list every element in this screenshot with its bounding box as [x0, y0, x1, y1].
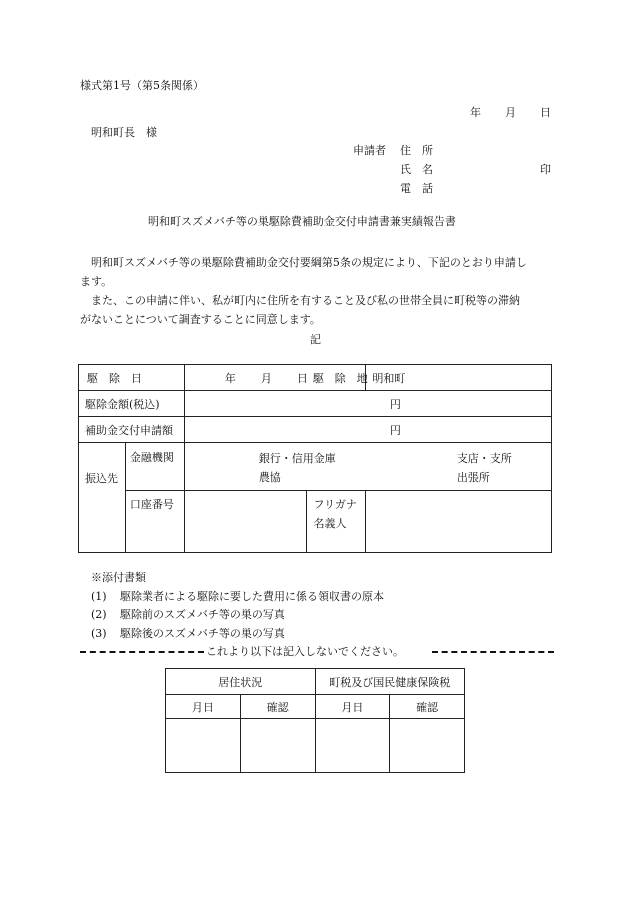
removal-date-field[interactable] [184, 365, 366, 391]
attachment-text-2: 駆除前のスズメバチ等の巣の写真 [120, 608, 285, 621]
residence-label: 居住状況 [218, 675, 263, 689]
date-header-1 [166, 695, 241, 719]
date-label-1: 月日 [191, 700, 214, 714]
body-line-2: ます。 [80, 275, 113, 288]
document-title: 明和町スズメバチ等の巣駆除費補助金交付申請書兼実績報告書 [148, 215, 456, 228]
tax-confirm-field[interactable] [390, 719, 465, 773]
date-day: 日 [540, 106, 551, 119]
ki-mark: 記 [310, 333, 321, 346]
address-label: 住 所 [400, 144, 433, 157]
body-line-1: 明和町スズメバチ等の巣駆除費補助金交付要綱第5条の規定により、下記のとおり申請し [80, 256, 527, 269]
applicant-label: 申請者 [353, 144, 386, 157]
account-number-field[interactable] [184, 491, 307, 553]
removal-month-label: 月 [260, 372, 272, 385]
account-label: 口座番号 [129, 498, 174, 511]
office-use-table [165, 668, 465, 773]
holder-name-field[interactable] [366, 491, 552, 553]
town-name: 明和町 [372, 372, 406, 385]
tax-label: 町税及び国民健康保険税 [329, 675, 451, 689]
holder-label: 名義人 [313, 517, 347, 530]
confirm-header-2 [390, 695, 465, 719]
removal-date-label-cell [79, 365, 185, 391]
confirm-header-1 [240, 695, 315, 719]
residence-confirm-field[interactable] [240, 719, 315, 773]
removal-day-label: 日 [296, 372, 308, 385]
furigana-label: フリガナ [313, 498, 357, 511]
application-table [78, 364, 552, 553]
subsidy-label-cell [79, 417, 185, 443]
attachments-heading: ※添付書類 [91, 571, 146, 584]
attachment-text-1: 駆除業者による駆除に要した費用に係る領収書の原本 [120, 590, 384, 603]
attachment-num-3: (3) [91, 627, 107, 640]
date-label-2: 月日 [341, 700, 364, 714]
removal-year-label: 年 [224, 372, 236, 385]
bank-field[interactable] [184, 443, 551, 491]
date-month: 月 [505, 106, 516, 119]
removal-date-label: 駆 除 日 [87, 372, 142, 385]
cost-field[interactable] [184, 391, 551, 417]
removal-place-label: 駆 除 地 [312, 372, 368, 385]
branch-types-1: 支店・支所 [456, 452, 512, 465]
account-label-cell [125, 491, 184, 553]
residence-header [166, 669, 316, 695]
body-line-3: また、この申請に伴い、私が町内に住所を有すること及び私の世帯全員に町税等の滞納 [80, 294, 520, 307]
attachment-text-3: 駆除後のスズメバチ等の巣の写真 [120, 627, 285, 640]
confirm-label-2: 確認 [416, 700, 439, 714]
tax-header [315, 669, 465, 695]
subsidy-yen: 円 [389, 424, 401, 437]
dash-right [432, 651, 554, 653]
body-line-4: がないことについて調査することに同意します。 [80, 313, 321, 326]
transfer-label-cell [79, 443, 126, 553]
cost-label: 駆除金額(税込) [85, 398, 160, 411]
subsidy-field[interactable] [184, 417, 551, 443]
phone-label: 電 話 [400, 182, 433, 195]
attachment-num-2: (2) [91, 608, 107, 621]
dash-left [80, 651, 204, 653]
residence-date-field[interactable] [166, 719, 241, 773]
bank-types-1: 銀行・信用金庫 [258, 452, 336, 465]
name-label: 氏 名 [400, 163, 433, 176]
subsidy-label: 補助金交付申請額 [85, 424, 173, 437]
furigana-label-cell [307, 491, 366, 553]
bank-label: 金融機関 [129, 451, 174, 464]
tax-date-field[interactable] [315, 719, 390, 773]
cost-label-cell [79, 391, 185, 417]
date-header-2 [315, 695, 390, 719]
bank-types-2: 農協 [258, 471, 281, 484]
form-number: 様式第1号（第5条関係） [80, 79, 204, 92]
seal-mark: 印 [540, 163, 551, 176]
branch-types-2: 出張所 [456, 471, 490, 484]
separator-text: これより以下は記入しないでください。 [206, 645, 404, 658]
date-year: 年 [470, 106, 481, 119]
removal-place-field[interactable] [366, 365, 552, 391]
addressee: 明和町長 様 [91, 126, 157, 139]
confirm-label-1: 確認 [266, 700, 289, 714]
attachment-num-1: (1) [91, 590, 107, 603]
bank-label-cell [125, 443, 184, 491]
cost-yen: 円 [389, 398, 401, 411]
transfer-label: 振込先 [85, 471, 118, 485]
